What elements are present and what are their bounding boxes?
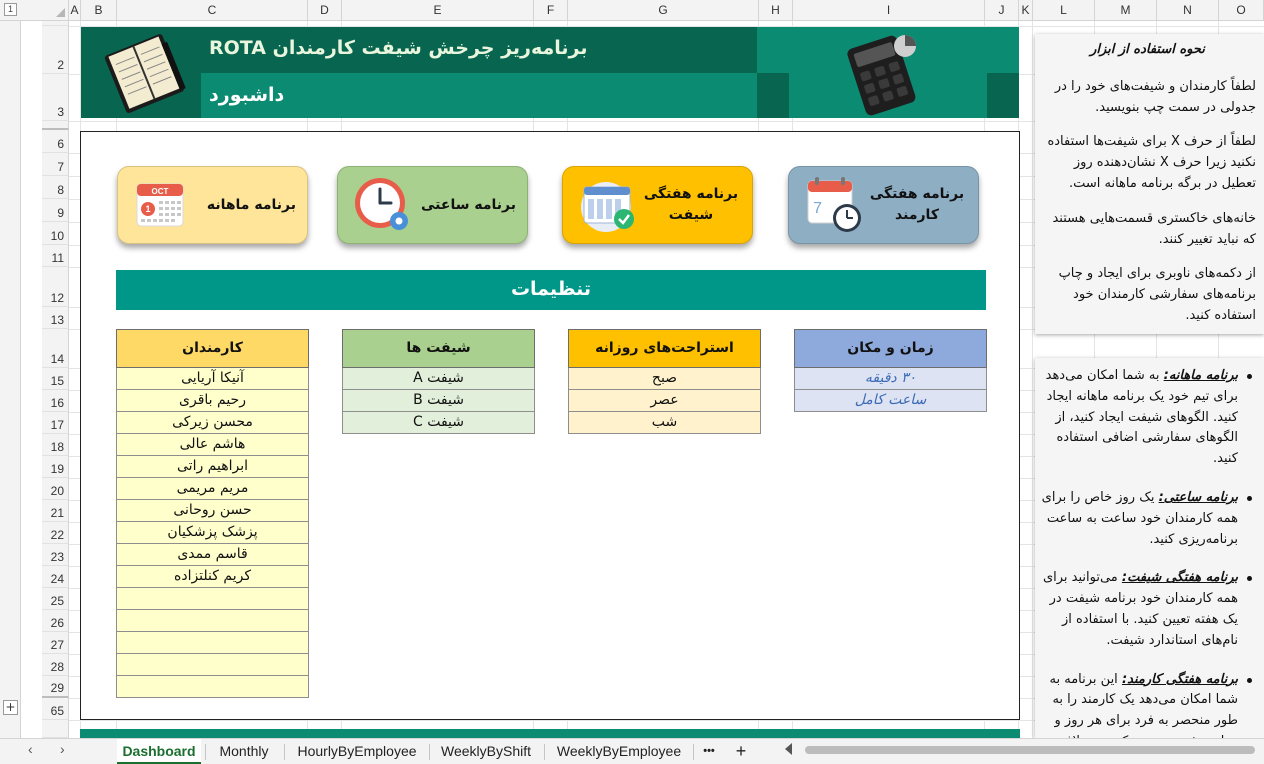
page-subtitle: داشبورد [209, 84, 285, 106]
clock-icon [353, 176, 411, 234]
break-cell[interactable]: شب [568, 412, 761, 434]
dashboard-banner [81, 27, 1019, 118]
break-cell[interactable]: صبح [568, 368, 761, 390]
hourly-schedule-button[interactable] [337, 166, 528, 244]
employee-cell[interactable]: پزشک پزشکیان [116, 522, 309, 544]
column-header-i[interactable]: I [793, 0, 985, 21]
next-sheet-arrow-icon[interactable]: › [60, 741, 65, 757]
shifts-header: شیفت ها [342, 329, 535, 368]
prev-sheet-arrow-icon[interactable]: ‹ [28, 741, 33, 757]
scroll-left-icon[interactable] [785, 743, 792, 755]
hourly-schedule-label: برنامه ساعتی [421, 196, 516, 213]
row-header-12[interactable]: 12 [42, 267, 69, 307]
column-header-l[interactable]: L [1033, 0, 1095, 21]
column-header-h[interactable]: H [759, 0, 793, 21]
row-header-13[interactable]: 13 [42, 307, 69, 329]
column-header-j[interactable]: J [985, 0, 1019, 21]
select-all-corner[interactable] [21, 0, 69, 21]
employee-cell[interactable]: مریم مریمی [116, 478, 309, 500]
weekly-shift-schedule-label: برنامه هفتگی شیفت [643, 186, 739, 223]
row-header-9[interactable]: 9 [42, 199, 69, 222]
column-header-d[interactable]: D [308, 0, 342, 21]
column-header-c[interactable]: C [117, 0, 308, 21]
employee-cell[interactable]: رحیم باقری [116, 390, 309, 412]
help-paragraph: خانه‌های خاکستری قسمت‌هایی هستند که نباید تغییر کنند. [1052, 210, 1256, 247]
row-header-11[interactable]: 11 [42, 245, 69, 267]
employee-cell[interactable]: آنیکا آریایی [116, 368, 309, 390]
time-cell[interactable]: ۳۰ دقیقه [794, 368, 987, 390]
employee-cell-empty[interactable] [116, 610, 309, 632]
settings-header: تنظیمات [116, 270, 986, 310]
weekly-employee-schedule-label: برنامه هفتگی کارمند [869, 186, 965, 223]
employee-cell-empty[interactable] [116, 588, 309, 610]
schedule-table-icon [578, 177, 638, 233]
row-header-26[interactable]: 26 [42, 610, 69, 632]
row-header-3[interactable]: 3 [42, 74, 69, 121]
info-item-text: به شما امکان می‌دهد برای تیم خود یک برنامه ماهانه ایجاد کنید. الگوهای شیفت ایجاد کنید، از الگوهای سفارشی اضافی استفاده کنید. [1045, 368, 1238, 467]
outline-level-1-button[interactable]: 1 [4, 3, 17, 16]
row-header-25[interactable]: 25 [42, 588, 69, 610]
help-paragraph: لطفاً کارمندان و شیفت‌های خود را در جدولی در سمت چپ بنویسید. [1054, 78, 1256, 115]
shifts-table [342, 329, 535, 434]
notebook-icon [91, 33, 196, 113]
row-header-24[interactable]: 24 [42, 566, 69, 588]
column-header-a[interactable]: A [69, 0, 81, 21]
column-header-k[interactable]: K [1019, 0, 1033, 21]
employees-table [116, 329, 309, 698]
info-item-text: یک روز خاص را برای همه کارمندان خود ساعت به ساعت برنامه‌ریزی کنید. [1041, 489, 1238, 547]
break-cell[interactable]: عصر [568, 390, 761, 412]
row-header-65[interactable]: 65 [42, 698, 69, 720]
row-header-28[interactable]: 28 [42, 654, 69, 676]
monthly-schedule-button[interactable] [117, 166, 308, 244]
row-header-21[interactable]: 21 [42, 500, 69, 522]
info-item-title: برنامه ماهانه: [1163, 368, 1238, 383]
row-header-6[interactable]: 6 [42, 130, 69, 153]
column-header-g[interactable]: G [568, 0, 759, 21]
tab-dashboard[interactable]: Dashboard [117, 739, 201, 764]
svg-text:7: 7 [813, 200, 822, 217]
column-header-o[interactable]: O [1219, 0, 1264, 21]
time-header: زمان و مکان [794, 329, 987, 368]
row-header-66[interactable] [42, 720, 69, 738]
weekly-shift-schedule-button[interactable] [562, 166, 753, 244]
info-item-text: می‌توانید برای همه کارمندان خود برنامه شیفت در یک هفته تعیین کنید. با استفاده از نام‌های استاندارد شیفت. [1042, 570, 1238, 648]
calendar-month-text: OCT [151, 187, 169, 196]
employee-cell[interactable]: هاشم عالی [116, 434, 309, 456]
tab-weekly-by-employee[interactable]: WeeklyByEmployee [556, 743, 682, 759]
info-panel [1035, 358, 1264, 738]
row-header-19[interactable]: 19 [42, 456, 69, 478]
outline-column [0, 0, 21, 738]
info-item-monthly [1039, 366, 1238, 470]
row-header-17[interactable]: 17 [42, 412, 69, 434]
column-header-b[interactable]: B [81, 0, 117, 21]
page-title: برنامه‌ریز چرخش شیفت کارمندان ROTA [209, 37, 588, 59]
help-paragraph: لطفاً از حرف X برای شیفت‌ها استفاده نکنید زیرا حرف X نشان‌دهنده روز تعطیل در برگه برنامه ماهانه است. [1047, 134, 1256, 191]
more-sheets-icon[interactable]: ••• [703, 745, 715, 757]
shift-cell[interactable]: شیفت A [342, 368, 535, 390]
shift-cell[interactable]: شیفت B [342, 390, 535, 412]
dashboard-panel [80, 131, 1020, 720]
row-header-2[interactable]: 2 [42, 26, 69, 74]
employee-cell-empty[interactable] [116, 632, 309, 654]
info-item-title: برنامه هفتگی شیفت: [1121, 570, 1238, 586]
employee-cell[interactable]: کریم کنلتزاده [116, 566, 309, 588]
employee-cell-empty[interactable] [116, 654, 309, 676]
footer-strip [80, 729, 1020, 738]
column-header-m[interactable]: M [1095, 0, 1157, 21]
time-place-table [794, 329, 987, 412]
time-cell[interactable]: ساعت کامل [794, 390, 987, 412]
calendar-icon [133, 180, 187, 230]
weekly-employee-schedule-button[interactable] [788, 166, 979, 244]
help-title: نحوه استفاده از ابزار [1090, 42, 1205, 57]
row-header-15[interactable]: 15 [42, 368, 69, 390]
row-header-14[interactable]: 14 [42, 329, 69, 368]
column-header-f[interactable]: F [534, 0, 568, 21]
info-item-title: برنامه ساعتی: [1158, 489, 1238, 505]
outline-expand-button[interactable]: + [3, 700, 18, 715]
add-sheet-icon[interactable]: + [735, 741, 747, 761]
calculator-icon [843, 28, 923, 116]
row-header-10[interactable]: 10 [42, 222, 69, 245]
tab-monthly[interactable]: Monthly [219, 743, 269, 759]
info-item-weekly-shift [1039, 568, 1238, 651]
help-panel [1035, 34, 1264, 334]
tab-weekly-by-shift[interactable]: WeeklyByShift [441, 743, 531, 759]
monthly-schedule-label: برنامه ماهانه [206, 196, 296, 213]
row-header-7[interactable]: 7 [42, 153, 69, 176]
row-header-hidden[interactable] [42, 121, 69, 130]
column-header-n[interactable]: N [1157, 0, 1219, 21]
shift-cell[interactable]: شیفت C [342, 412, 535, 434]
horizontal-scrollbar[interactable] [805, 746, 1255, 754]
calendar-day-text: 1 [145, 204, 151, 214]
row-header-27[interactable]: 27 [42, 632, 69, 654]
sheet-tabs-bar [0, 738, 1264, 764]
row-header-8[interactable]: 8 [42, 176, 69, 199]
calendar-clock-icon [804, 175, 864, 235]
employee-cell[interactable]: محسن زیرکی [116, 412, 309, 434]
help-paragraph: از دکمه‌های ناوبری برای ایجاد و چاپ برنامه‌های سفارشی کارمندان خود استفاده کنید. [1058, 266, 1256, 323]
info-item-title: برنامه هفتگی کارمند: [1121, 671, 1238, 687]
row-header-20[interactable]: 20 [42, 478, 69, 500]
info-item-hourly [1039, 488, 1238, 550]
tab-hourly-by-employee[interactable]: HourlyByEmployee [297, 743, 417, 759]
breaks-header: استراحت‌های روزانه [568, 329, 761, 368]
employees-header: کارمندان [116, 329, 309, 368]
row-header-22[interactable]: 22 [42, 522, 69, 544]
row-header-16[interactable]: 16 [42, 390, 69, 412]
column-header-e[interactable]: E [342, 0, 534, 21]
employee-cell[interactable]: حسن روحانی [116, 500, 309, 522]
row-header-23[interactable]: 23 [42, 544, 69, 566]
employee-cell[interactable]: قاسم ممدی [116, 544, 309, 566]
row-header-29[interactable]: 29 [42, 676, 69, 698]
daily-breaks-table [568, 329, 761, 434]
employee-cell[interactable]: ابراهیم راتی [116, 456, 309, 478]
employee-cell-empty[interactable] [116, 676, 309, 698]
row-header-18[interactable]: 18 [42, 434, 69, 456]
info-item-text: این برنامه به شما امکان می‌دهد یک کارمند را به طور منحصر به فرد برای هر روز و [1049, 671, 1238, 729]
